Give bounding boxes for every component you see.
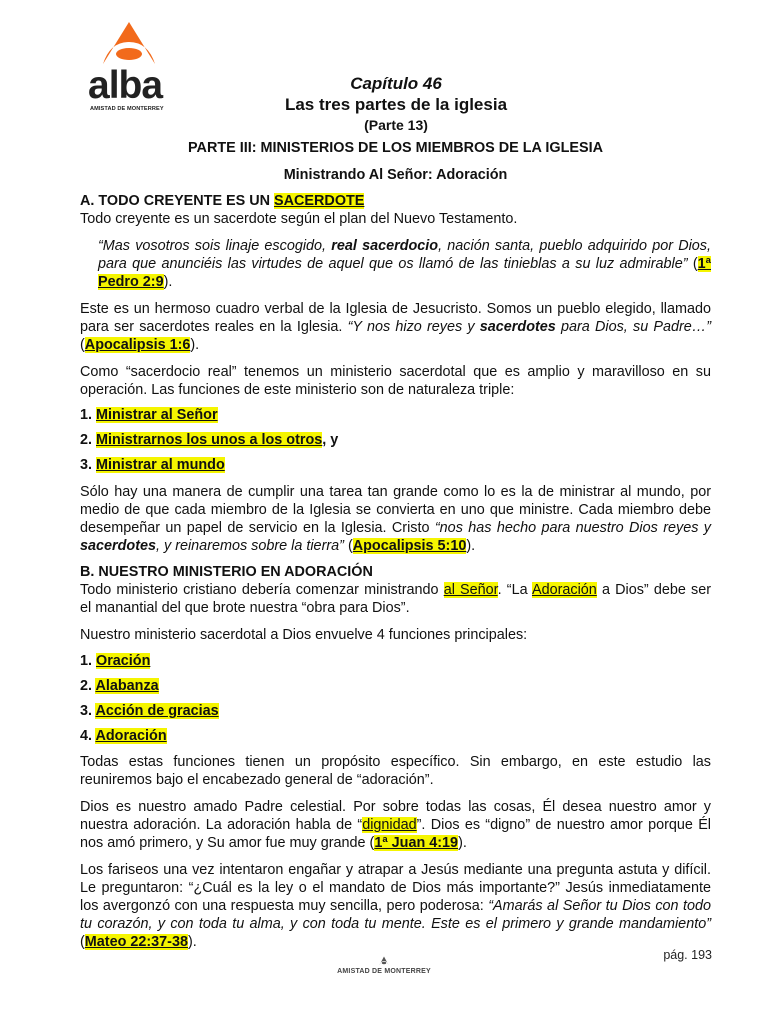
section-a-heading-text: A. TODO CREYENTE ES UN	[80, 193, 275, 209]
b-p1-highlight-2: Adoración	[531, 582, 597, 598]
part-label: (Parte 13)	[364, 117, 428, 133]
section-a-paragraph-3: Como “sacerdocio real” tenemos un ministerio sacerdotal que es amplio y maravilloso en su operación. Las funciones de este ministerio son de naturaleza triple:	[80, 364, 711, 398]
b-p4-text-3: ).	[458, 835, 467, 851]
worship-list-item-2	[80, 677, 711, 695]
logo-triangle-icon	[101, 20, 157, 68]
list-num: 1.	[80, 407, 96, 423]
quote-bold: real sacerdocio	[331, 238, 439, 254]
quote-reference: 1ª Pedro 2:9	[98, 256, 711, 290]
section-b-heading: B. NUESTRO MINISTERIO EN ADORACIÓN	[80, 564, 373, 580]
b-p5-reference: Mateo 22:37-38	[84, 934, 188, 950]
b-p4-text-2: ”. Dios es “digno” de nuestro amor porque Él nos amó primero, y Su amor fue muy grande (	[80, 817, 711, 851]
worship-list-item-4	[80, 727, 711, 745]
p4-italic-1: “nos has hecho para nuestro Dios reyes y	[434, 520, 711, 536]
list-text: Oración	[96, 653, 151, 669]
b-p1-text-2: . “La	[497, 582, 532, 598]
p4-italic-2: , y reinaremos sobre la tierra”	[156, 538, 344, 554]
b-p5-italic: “Amarás al Señor tu Dios con todo tu corazón, y con toda tu alma, y con toda tu mente. Este es el primero y grande mandamiento”	[80, 898, 712, 932]
alba-logo	[84, 14, 180, 116]
p4-reference: Apocalipsis 5:10	[352, 538, 467, 554]
list-num: 2.	[80, 432, 96, 448]
b-p1-text-3: a Dios” debe ser el manantial del que brote nuestra “obra para Dios”.	[80, 582, 712, 616]
section-a-paragraph-4: Sólo hay una manera de cumplir una tarea tan grande como lo es la de ministrar al mundo, por medio de que cada miembro de la Iglesia se convierta en uno que ministre. Cada miembro debe desempeñar un papel de servicio en la Iglesia. Cristo “nos has hecho para nuestro Dios reyes y sacerdotes, y reinaremos sobre la tierra” (Apocalipsis 5:10).	[80, 484, 711, 554]
list-num: 3.	[80, 703, 96, 719]
section-a-paragraph-2: Este es un hermoso cuadro verbal de la Iglesia de Jesucristo. Somos un pueblo elegido, llamado para ser sacerdotes reales en la Iglesia. “Y nos hizo reyes y sacerdotes para Dios, su Padre…” (Apocalipsis 1:6).	[80, 301, 711, 353]
page-title: Las tres partes de la iglesia	[284, 95, 508, 114]
section-a-intro: Todo creyente es un sacerdote según el plan del Nuevo Testamento.	[80, 211, 518, 227]
list-tail: , y	[322, 432, 339, 448]
list-text: Alabanza	[95, 678, 159, 694]
list-text: Acción de gracias	[95, 703, 219, 719]
ministry-list-item-2	[80, 431, 711, 449]
logo-word: alba	[88, 64, 163, 107]
ministry-list-item-1	[80, 406, 711, 424]
section-b-paragraph-5	[80, 861, 711, 951]
b-p1-highlight-1: al Señor	[443, 582, 498, 598]
footer-logo-icon	[379, 956, 389, 966]
b-p4-reference: 1ª Juan 4:19	[374, 835, 459, 851]
b-p1-text-1: Todo ministerio cristiano debería comenzar ministrando	[80, 582, 444, 598]
p4-text: Sólo hay una manera de cumplir una tarea tan grande como lo es la de ministrar al mundo, por medio de que cada miembro de la Iglesia se convierta en uno que ministre. Cada miembro debe desempeñar un papel de servicio en la Iglesia. Cristo	[80, 484, 711, 536]
footer-brand-text: AMISTAD DE MONTERREY	[337, 968, 431, 975]
footer-brand	[320, 956, 448, 975]
worship-list-item-1	[80, 652, 711, 670]
list-text: Ministrar al mundo	[96, 457, 225, 473]
subheading: Ministrando Al Señor: Adoración	[283, 167, 508, 183]
section-b-paragraph-3: Todas estas funciones tienen un propósito específico. Sin embargo, en este estudio las reuniremos bajo el encabezado general de “adoración”.	[80, 754, 711, 788]
quote-text-1: “Mas vosotros sois linaje escogido,	[98, 238, 332, 254]
b-p5-text-3: ).	[187, 934, 197, 950]
list-text: Adoración	[95, 728, 167, 744]
list-num: 1.	[80, 653, 96, 669]
b-p5-text-2: (	[80, 934, 85, 950]
worship-list-item-3	[80, 702, 711, 720]
p4-bold: sacerdotes	[80, 538, 156, 554]
b-p5-text-1: Los fariseos una vez intentaron engañar y atrapar a Jesús mediante una pregunta astuta y difícil. Le preguntaron: “¿Cuál es la ley o el mandato de Dios más importante?” Jesús inmediatamente los avergonzó con una respuesta muy sencilla, pero poderosa:	[80, 862, 711, 914]
section-b-paragraph-4	[80, 798, 711, 852]
b-p4-highlight: dignidad	[362, 817, 417, 833]
list-text: Ministrarnos los unos a los otros	[96, 432, 323, 448]
ministry-list-item-3	[80, 456, 711, 474]
list-num: 3.	[80, 457, 96, 473]
section-heading: PARTE III: MINISTERIOS DE LOS MIEMBROS DE LA IGLESIA	[188, 140, 603, 156]
p2-italic-1: “Y nos hizo reyes y	[347, 319, 480, 335]
logo-subtitle: AMISTAD DE MONTERREY	[90, 106, 164, 112]
chapter-title: Capítulo 46	[350, 74, 442, 93]
section-b-paragraph-1	[80, 581, 711, 617]
peter-quote: “Mas vosotros sois linaje escogido, real sacerdocio, nación santa, pueblo adquirido por Dios, para que anunciéis las virtudes de aquel que os llamó de las tinieblas a su luz admirable” (1ª Pedro 2:9).	[98, 238, 711, 290]
p2-italic-2: para Dios, su Padre…”	[555, 319, 711, 335]
p2-reference: Apocalipsis 1:6	[84, 337, 191, 353]
title-block	[180, 74, 612, 134]
list-num: 4.	[80, 728, 96, 744]
b-p4-text-1: Dios es nuestro amado Padre celestial. Por sobre todas las cosas, Él desea nuestro amor y nuestra adoración. La adoración habla de “	[80, 799, 711, 833]
page-number: pág. 193	[663, 948, 712, 962]
section-a-heading-highlight: SACERDOTE	[274, 193, 365, 209]
quote-text-2: , nación santa, pueblo adquirido por Dios, para que anunciéis las virtudes de aquel que os llamó de las tinieblas a su luz admirable”	[98, 238, 711, 272]
p2-bold: sacerdotes	[479, 319, 556, 335]
list-text: Ministrar al Señor	[96, 407, 218, 423]
list-num: 2.	[80, 678, 96, 694]
document-body	[80, 139, 711, 951]
section-b-paragraph-2: Nuestro ministerio sacerdotal a Dios envuelve 4 funciones principales:	[80, 627, 528, 643]
p2-text: Este es un hermoso cuadro verbal de la Iglesia de Jesucristo. Somos un pueblo elegido, llamado para ser sacerdotes reales en la Iglesia.	[80, 301, 711, 335]
section-a-heading	[80, 192, 711, 210]
